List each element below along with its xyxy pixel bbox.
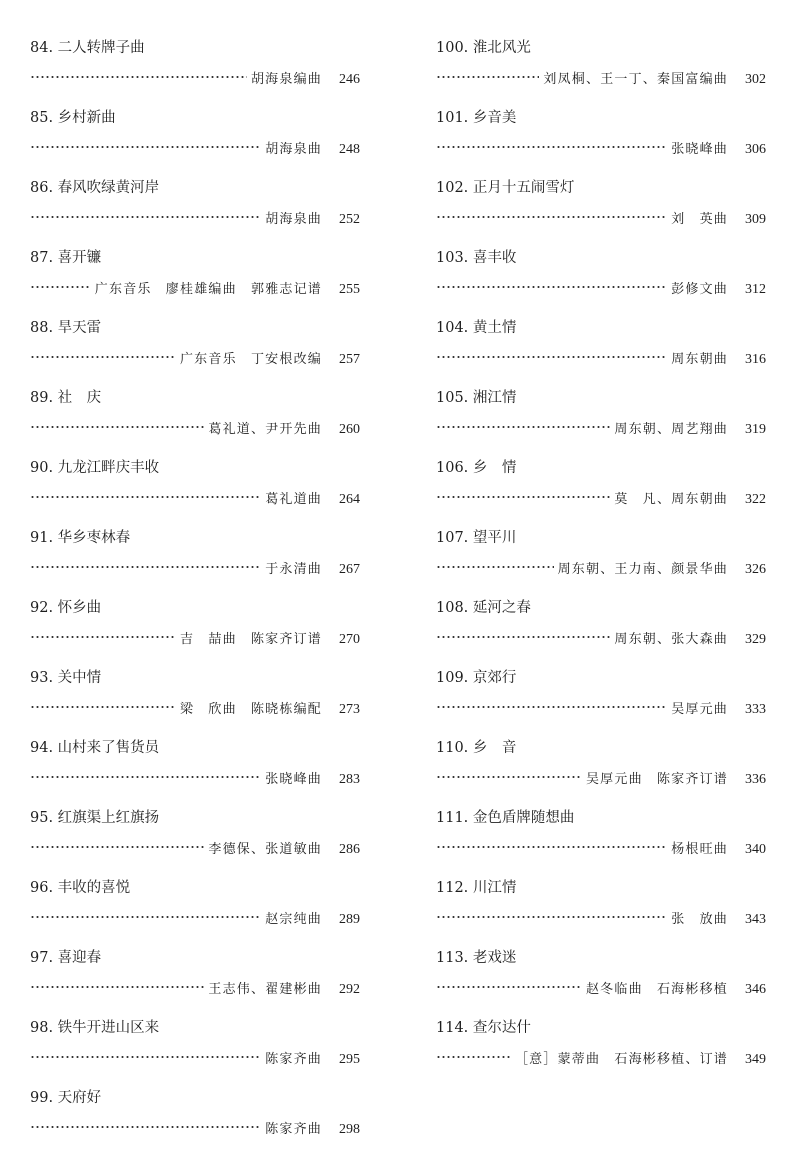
- toc-entry: [30, 668, 360, 738]
- toc-entry: [30, 738, 360, 808]
- entry-detail-line: [436, 761, 766, 787]
- entry-title: 104. 黄土情: [436, 320, 517, 336]
- entry-detail-line: [30, 201, 360, 227]
- toc-entry: [30, 878, 360, 948]
- page-number: 292: [339, 982, 360, 997]
- page-number: 267: [339, 562, 360, 577]
- entry-detail-line: [30, 1111, 360, 1137]
- entry-title: 105. 湘江情: [436, 390, 517, 406]
- entry-credit: 梁 欣曲 陈晓栋编配: [179, 702, 322, 717]
- entry-credit: 李德保、张道敏曲: [208, 842, 322, 857]
- entry-credit: 刘凤桐、王一丁、秦国富编曲: [543, 72, 728, 87]
- entry-title: 96. 丰收的喜悦: [30, 880, 131, 896]
- entry-credit: 刘 英曲: [671, 212, 728, 227]
- toc-entry: [436, 38, 766, 108]
- toc-entry: [436, 948, 766, 1018]
- page-number: 298: [339, 1122, 360, 1137]
- entry-detail-line: [436, 831, 766, 857]
- dot-leader: [30, 1041, 261, 1063]
- dot-leader: [30, 761, 261, 783]
- entry-detail-line: [436, 341, 766, 367]
- dot-leader: [30, 971, 204, 993]
- page-number: 336: [745, 772, 766, 787]
- entry-credit: 彭修文曲: [671, 282, 728, 297]
- dot-leader: [436, 131, 667, 153]
- entry-credit: 胡海泉编曲: [250, 72, 322, 87]
- entry-title: 99. 天府好: [30, 1090, 102, 1106]
- entry-detail-line: [436, 621, 766, 647]
- entry-detail-line: [436, 411, 766, 437]
- entry-credit: 周东朝、张大森曲: [614, 632, 728, 647]
- entry-credit: 胡海泉曲: [265, 212, 322, 227]
- page-number: 302: [745, 72, 766, 87]
- entry-detail-line: [30, 1041, 360, 1067]
- toc-entry: [30, 808, 360, 878]
- dot-leader: [30, 131, 261, 153]
- entry-credit: 陈家齐曲: [265, 1122, 322, 1137]
- page-number: 319: [745, 422, 766, 437]
- entry-credit: 葛礼道、尹开先曲: [208, 422, 322, 437]
- entry-credit: 葛礼道曲: [265, 492, 322, 507]
- toc-entry: [436, 878, 766, 948]
- dot-leader: [30, 621, 176, 643]
- dot-leader: [436, 201, 667, 223]
- toc-entry: [30, 528, 360, 598]
- page-number: 329: [745, 632, 766, 647]
- entry-detail-line: [436, 691, 766, 717]
- dot-leader: [436, 271, 667, 293]
- toc-entry: [436, 598, 766, 668]
- toc-entry: [30, 948, 360, 1018]
- dot-leader: [30, 341, 176, 363]
- entry-detail-line: [30, 901, 360, 927]
- dot-leader: [30, 691, 176, 713]
- dot-leader: [30, 411, 204, 433]
- page-number: 255: [339, 282, 360, 297]
- entry-credit: ［意］蒙蒂曲 石海彬移植、订谱: [514, 1052, 728, 1067]
- entry-detail-line: [30, 551, 360, 577]
- dot-leader: [436, 481, 610, 503]
- entry-title: 107. 望平川: [436, 530, 517, 546]
- entry-title: 92. 怀乡曲: [30, 600, 102, 616]
- dot-leader: [436, 551, 554, 573]
- entry-credit: 莫 凡、周东朝曲: [614, 492, 728, 507]
- entry-title: 106. 乡 情: [436, 460, 517, 476]
- dot-leader: [436, 691, 667, 713]
- page-number: 260: [339, 422, 360, 437]
- entry-title: 88. 旱天雷: [30, 320, 102, 336]
- entry-detail-line: [30, 341, 360, 367]
- entry-title: 100. 淮北风光: [436, 40, 531, 56]
- entry-title: 86. 春风吹绿黄河岸: [30, 180, 160, 196]
- entry-detail-line: [30, 271, 360, 297]
- entry-detail-line: [436, 271, 766, 297]
- page-number: 309: [745, 212, 766, 227]
- page-number: 270: [339, 632, 360, 647]
- page-number: 252: [339, 212, 360, 227]
- dot-leader: [436, 61, 539, 83]
- entry-detail-line: [436, 901, 766, 927]
- entry-title: 90. 九龙江畔庆丰收: [30, 460, 160, 476]
- toc-entry: [30, 1018, 360, 1088]
- entry-credit: 张 放曲: [671, 912, 728, 927]
- dot-leader: [30, 271, 91, 293]
- entry-title: 97. 喜迎春: [30, 950, 102, 966]
- dot-leader: [30, 201, 261, 223]
- toc-entry: [30, 38, 360, 108]
- dot-leader: [30, 1111, 261, 1133]
- toc-entry: [436, 248, 766, 318]
- page-number: 289: [339, 912, 360, 927]
- page-number: 322: [745, 492, 766, 507]
- toc-entry: [436, 318, 766, 388]
- dot-leader: [436, 621, 610, 643]
- dot-leader: [436, 901, 667, 923]
- toc-entry: [30, 388, 360, 458]
- entry-detail-line: [30, 691, 360, 717]
- entry-detail-line: [30, 831, 360, 857]
- entry-title: 95. 红旗渠上红旗扬: [30, 810, 160, 826]
- page-number: 283: [339, 772, 360, 787]
- dot-leader: [30, 61, 247, 83]
- toc-entry: [436, 388, 766, 458]
- toc-entry: [436, 668, 766, 738]
- entry-credit: 吴厚元曲: [671, 702, 728, 717]
- entry-detail-line: [436, 551, 766, 577]
- toc-entry: [30, 178, 360, 248]
- entry-credit: 于永清曲: [265, 562, 322, 577]
- entry-title: 93. 关中情: [30, 670, 102, 686]
- page-number: 264: [339, 492, 360, 507]
- toc-entry: [30, 248, 360, 318]
- entry-credit: 胡海泉曲: [265, 142, 322, 157]
- toc-entry: [30, 458, 360, 528]
- entry-credit: 周东朝、周艺翔曲: [614, 422, 728, 437]
- entry-credit: 赵宗纯曲: [265, 912, 322, 927]
- page-number: 295: [339, 1052, 360, 1067]
- toc-entry: [436, 528, 766, 598]
- entry-detail-line: [436, 201, 766, 227]
- entry-detail-line: [436, 481, 766, 507]
- toc-entry: [436, 108, 766, 178]
- entry-title: 103. 喜丰收: [436, 250, 517, 266]
- entry-detail-line: [436, 971, 766, 997]
- toc-column-right: [436, 38, 766, 1088]
- entry-credit: 吉 喆曲 陈家齐订谱: [179, 632, 322, 647]
- entry-detail-line: [436, 1041, 766, 1067]
- entry-detail-line: [30, 411, 360, 437]
- dot-leader: [30, 901, 261, 923]
- entry-detail-line: [436, 61, 766, 87]
- entry-detail-line: [30, 971, 360, 997]
- entry-credit: 广东音乐 廖桂雄编曲 郭雅志记谱: [94, 282, 322, 297]
- entry-title: 114. 查尔达什: [436, 1020, 531, 1036]
- entry-detail-line: [30, 621, 360, 647]
- page-number: 248: [339, 142, 360, 157]
- entry-title: 108. 延河之春: [436, 600, 531, 616]
- toc-entry: [30, 318, 360, 388]
- entry-title: 91. 华乡枣林春: [30, 530, 131, 546]
- entry-title: 84. 二人转牌子曲: [30, 40, 145, 56]
- page-number: 286: [339, 842, 360, 857]
- entry-title: 111. 金色盾牌随想曲: [436, 810, 575, 826]
- dot-leader: [30, 551, 261, 573]
- entry-detail-line: [30, 761, 360, 787]
- entry-title: 85. 乡村新曲: [30, 110, 116, 126]
- entry-credit: 周东朝、王力南、颜景华曲: [557, 562, 728, 577]
- toc-entry: [436, 738, 766, 808]
- entry-title: 113. 老戏迷: [436, 950, 517, 966]
- entry-detail-line: [30, 61, 360, 87]
- entry-title: 89. 社 庆: [30, 390, 102, 406]
- dot-leader: [30, 481, 261, 503]
- entry-title: 87. 喜开镰: [30, 250, 102, 266]
- entry-credit: 杨根旺曲: [671, 842, 728, 857]
- dot-leader: [436, 971, 582, 993]
- toc-entry: [30, 598, 360, 668]
- dot-leader: [436, 1041, 511, 1063]
- toc-column-left: [30, 38, 360, 1158]
- toc-entry: [436, 808, 766, 878]
- page-number: 257: [339, 352, 360, 367]
- page-number: 349: [745, 1052, 766, 1067]
- entry-credit: 周东朝曲: [671, 352, 728, 367]
- entry-credit: 张晓峰曲: [265, 772, 322, 787]
- entry-title: 101. 乡音美: [436, 110, 517, 126]
- entry-title: 109. 京郊行: [436, 670, 517, 686]
- dot-leader: [436, 761, 582, 783]
- dot-leader: [30, 831, 204, 853]
- entry-detail-line: [30, 481, 360, 507]
- page-number: 306: [745, 142, 766, 157]
- dot-leader: [436, 411, 610, 433]
- page-number: 343: [745, 912, 766, 927]
- page-number: 312: [745, 282, 766, 297]
- page-number: 333: [745, 702, 766, 717]
- entry-credit: 陈家齐曲: [265, 1052, 322, 1067]
- entry-credit: 赵冬临曲 石海彬移植: [585, 982, 728, 997]
- page-number: 316: [745, 352, 766, 367]
- entry-credit: 吴厚元曲 陈家齐订谱: [585, 772, 728, 787]
- entry-title: 94. 山村来了售货员: [30, 740, 160, 756]
- toc-entry: [30, 1088, 360, 1158]
- dot-leader: [436, 831, 667, 853]
- entry-credit: 广东音乐 丁安根改编: [179, 352, 322, 367]
- toc-entry: [436, 178, 766, 248]
- entry-title: 102. 正月十五闹雪灯: [436, 180, 575, 196]
- page-number: 326: [745, 562, 766, 577]
- entry-credit: 张晓峰曲: [671, 142, 728, 157]
- page-number: 340: [745, 842, 766, 857]
- entry-detail-line: [30, 131, 360, 157]
- entry-title: 112. 川江情: [436, 880, 517, 896]
- toc-entry: [436, 1018, 766, 1088]
- entry-title: 98. 铁牛开进山区来: [30, 1020, 160, 1036]
- toc-entry: [30, 108, 360, 178]
- page-number: 246: [339, 72, 360, 87]
- entry-title: 110. 乡 音: [436, 740, 517, 756]
- page-number: 346: [745, 982, 766, 997]
- toc-entry: [436, 458, 766, 528]
- entry-detail-line: [436, 131, 766, 157]
- entry-credit: 王志伟、翟建彬曲: [208, 982, 322, 997]
- dot-leader: [436, 341, 667, 363]
- page-number: 273: [339, 702, 360, 717]
